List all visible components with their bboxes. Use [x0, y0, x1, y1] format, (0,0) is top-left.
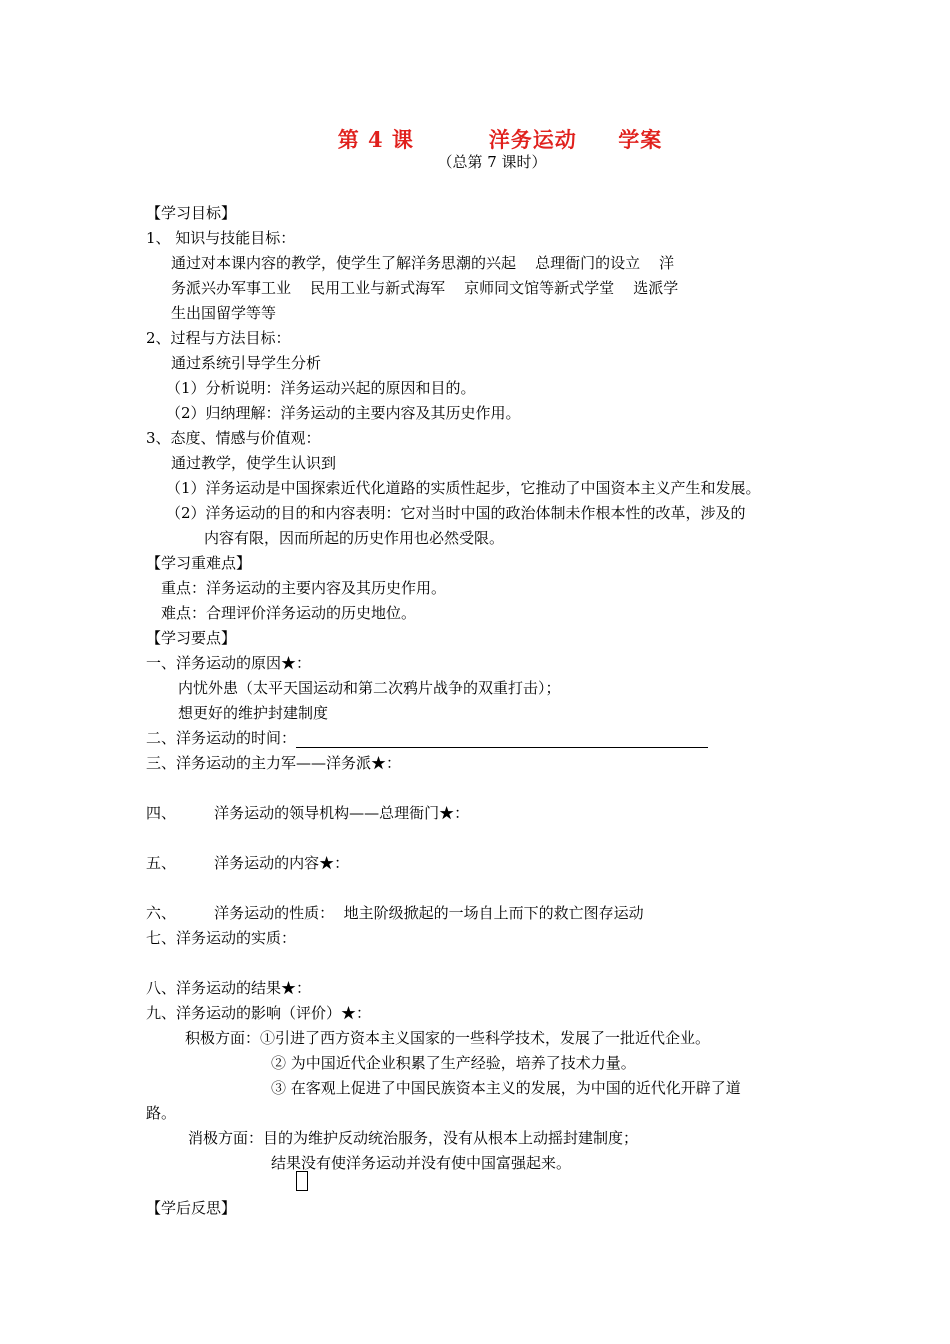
section-heading-keypoints: 【学习重难点】	[146, 554, 252, 572]
essential-item-7: 七、洋务运动的实质：	[146, 929, 297, 947]
essential-item-1-text: 内忧外患（太平天国运动和第二次鸦片战争的双重打击）；	[178, 679, 561, 697]
goal-3-item: （1）洋务运动是中国探索近代化道路的实质性起步，它推动了中国资本主义产生和发展。	[166, 479, 761, 497]
impact-positive-1: 积极方面：①引进了西方资本主义国家的一些科学技术，发展了一批近代企业。	[185, 1029, 711, 1047]
impact-negative-2: 结果没有使洋务运动并没有使中国富强起来。	[271, 1154, 572, 1172]
goal-2-text: 通过系统引导学生分析	[171, 354, 322, 372]
goal-3-text: 通过教学，使学生认识到	[171, 454, 337, 472]
goal-2-item: （2）归纳理解：洋务运动的主要内容及其历史作用。	[166, 404, 521, 422]
essential-item-9: 九、洋务运动的影响（评价）★：	[146, 1004, 372, 1022]
lesson-title: 第 4 课 洋务运动 学案	[337, 127, 663, 152]
section-heading-essentials: 【学习要点】	[146, 629, 237, 647]
essential-item-8: 八、洋务运动的结果★：	[146, 979, 312, 997]
keypoint-focus: 重点：洋务运动的主要内容及其历史作用。	[161, 579, 447, 597]
impact-positive-3-cont: 路。	[146, 1104, 177, 1122]
goal-1-text: 务派兴办军事工业 民用工业与新式海军 京师同文馆等新式学堂 选派学	[171, 279, 679, 297]
essential-item-1-text: 想更好的维护封建制度	[178, 704, 329, 722]
missing-glyph-box	[296, 1171, 308, 1191]
essential-item-5: 五、 洋务运动的内容★：	[146, 854, 350, 872]
essential-item-4: 四、 洋务运动的领导机构——总理衙门★：	[146, 804, 470, 822]
goal-1-text: 生出国留学等等	[171, 304, 277, 322]
answer-blank-line[interactable]	[296, 733, 708, 748]
lesson-subtitle: （总第 7 课时）	[437, 153, 547, 171]
essential-item-6: 六、 洋务运动的性质： 地主阶级掀起的一场自上而下的救亡图存运动	[146, 904, 644, 922]
section-heading-reflection: 【学后反思】	[146, 1199, 237, 1217]
goal-3-heading: 3、态度、情感与价值观：	[146, 429, 321, 447]
goal-1-heading: 1、 知识与技能目标：	[146, 229, 296, 247]
impact-negative-1: 消极方面：目的为维护反动统治服务，没有从根本上动摇封建制度；	[188, 1129, 639, 1147]
impact-positive-3: ③ 在客观上促进了中国民族资本主义的发展，为中国的近代化开辟了道	[271, 1079, 741, 1097]
goal-2-heading: 2、过程与方法目标：	[146, 329, 291, 347]
goal-3-item-cont: 内容有限，因而所起的历史作用也必然受限。	[204, 529, 505, 547]
essential-item-3: 三、洋务运动的主力军——洋务派★：	[146, 754, 402, 772]
goal-2-item: （1）分析说明：洋务运动兴起的原因和目的。	[166, 379, 476, 397]
essential-item-1: 一、洋务运动的原因★：	[146, 654, 312, 672]
goal-3-item: （2）洋务运动的目的和内容表明：它对当时中国的政治体制未作根本性的改革，涉及的	[166, 504, 746, 522]
section-heading-goals: 【学习目标】	[146, 204, 237, 222]
goal-1-text: 通过对本课内容的教学，使学生了解洋务思潮的兴起 总理衙门的设立 洋	[171, 254, 675, 272]
impact-positive-2: ② 为中国近代企业积累了生产经验，培养了技术力量。	[271, 1054, 636, 1072]
essential-item-2: 二、洋务运动的时间：	[146, 728, 708, 748]
keypoint-difficulty: 难点：合理评价洋务运动的历史地位。	[161, 604, 417, 622]
